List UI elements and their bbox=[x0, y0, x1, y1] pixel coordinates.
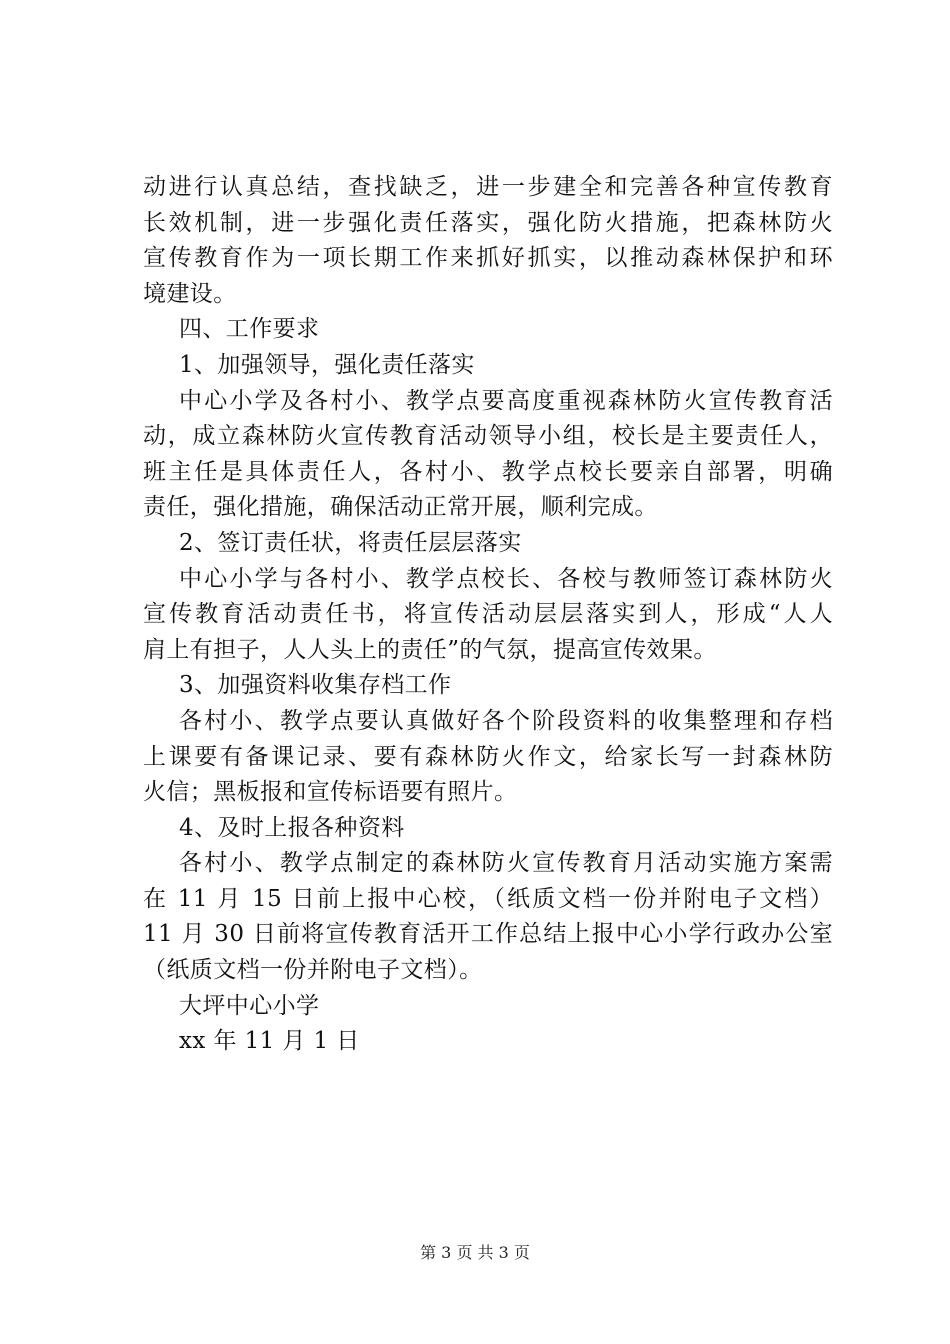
subsection-heading: 4、及时上报各种资料 bbox=[179, 814, 405, 841]
signature-organization: 大坪中心小学 bbox=[179, 992, 320, 1019]
signature-date: xx 年 11 月 1 日 bbox=[179, 1028, 360, 1055]
text-line: 中心小学及各村小、教学点要高度重视森林防火宣传教育活 bbox=[179, 387, 833, 414]
section-heading: 四、工作要求 bbox=[179, 316, 320, 343]
page-number-footer: 第 3 页 共 3 页 bbox=[420, 1243, 530, 1262]
text-line: 责任，强化措施，确保活动正常开展，顺利完成。 bbox=[143, 494, 658, 521]
text-line: 班主任是具体责任人，各村小、教学点校长要亲自部署，明确 bbox=[143, 458, 833, 485]
text-line: 火信；黑板报和宣传标语要有照片。 bbox=[143, 779, 518, 806]
subsection-heading: 2、签订责任状，将责任层层落实 bbox=[179, 529, 522, 556]
subsection-heading: 3、加强资料收集存档工作 bbox=[179, 672, 452, 699]
text-line: 宣传教育活动责任书，将宣传活动层层落实到人，形成“人人 bbox=[143, 601, 833, 628]
text-line: 长效机制，进一步强化责任落实，强化防火措施，把森林防火 bbox=[143, 209, 833, 236]
subsection-heading: 1、加强领导，强化责任落实 bbox=[179, 351, 475, 378]
text-line: 11 月 30 日前将宣传教育活开工作总结上报中心小学行政办公室 bbox=[143, 921, 833, 948]
document-body bbox=[143, 170, 833, 1060]
text-line: 中心小学与各村小、教学点校长、各校与教师签订森林防火 bbox=[179, 565, 833, 592]
text-line: 动进行认真总结，查找缺乏，进一步建全和完善各种宣传教育 bbox=[143, 174, 833, 200]
text-line: 上课要有备课记录、要有森林防火作文，给家长写一封森林防 bbox=[143, 743, 833, 770]
text-line: 各村小、教学点要认真做好各个阶段资料的收集整理和存档 bbox=[179, 707, 833, 734]
text-line: 宣传教育作为一项长期工作来抓好抓实，以推动森林保护和环 bbox=[143, 245, 833, 272]
text-line: 在 11 月 15 日前上报中心校，（纸质文档一份并附电子文档） bbox=[143, 885, 833, 912]
text-line: （纸质文档一份并附电子文档）。 bbox=[143, 957, 483, 984]
text-line: 动，成立森林防火宣传教育活动领导小组，校长是主要责任人， bbox=[143, 423, 833, 450]
text-line: 肩上有担子，人人头上的责任”的气氛，提高宣传效果。 bbox=[143, 636, 717, 663]
text-line: 各村小、教学点制定的森林防火宣传教育月活动实施方案需 bbox=[179, 850, 833, 877]
text-line: 境建设。 bbox=[143, 280, 237, 307]
